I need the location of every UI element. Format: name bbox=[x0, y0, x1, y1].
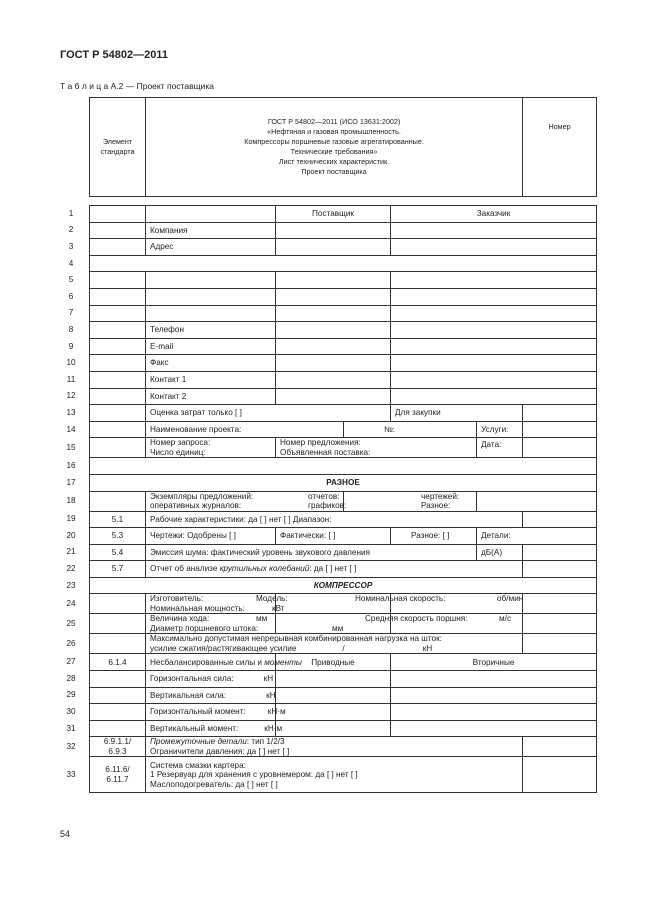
table-row: Изготовитель: Номинальная мощность: Модель: кВт Номинальная скорость: об/мин bbox=[90, 594, 597, 614]
row-number: 24 bbox=[66, 598, 76, 608]
row-number: 27 bbox=[66, 657, 76, 667]
table-row: Телефон bbox=[90, 322, 597, 339]
form-title-block: ГОСТ Р 54802—2011 (ИСО 13631:2002) «Нефтяная и газовая промышленность. Компрессоры поршневые газовые агрегатированные. Технические требования» Лист технических характеристик. Проект поставщика bbox=[146, 98, 523, 197]
row-number: 8 bbox=[68, 324, 74, 334]
table-row: E-mail bbox=[90, 338, 597, 355]
table-row: РАЗНОЕ bbox=[90, 474, 597, 491]
table-row bbox=[90, 272, 597, 289]
table-row: Факс bbox=[90, 355, 597, 372]
table-row: Компания bbox=[90, 222, 597, 239]
row-number: 18 bbox=[66, 496, 76, 505]
row-number: 19 bbox=[66, 514, 76, 524]
table-row: Горизонтальная сила: кН bbox=[90, 671, 597, 688]
table-row: КОМПРЕССОР bbox=[90, 577, 597, 594]
table-row: Оценка затрат только [ ] Для закупки bbox=[90, 405, 597, 422]
page-number: 54 bbox=[60, 829, 71, 839]
table-row: 5.4 Эмиссия шума: фактический уровень звукового давления дБ(А) bbox=[90, 544, 597, 561]
table-row: Горизонтальный момент: кН·м bbox=[90, 704, 597, 721]
row-number: 10 bbox=[66, 358, 76, 368]
row-number: 20 bbox=[66, 530, 76, 540]
element-header: Элемент стандарта bbox=[90, 98, 146, 197]
table-caption: Т а б л и ц а А.2 — Проект поставщика bbox=[60, 81, 214, 91]
table-row: Вертикальный момент: кН·м bbox=[90, 720, 597, 737]
row-number: 30 bbox=[66, 707, 76, 717]
row-number: 32 bbox=[66, 741, 76, 751]
row-number: 12 bbox=[66, 391, 76, 401]
table-row: Контакт 1 bbox=[90, 371, 597, 388]
row-number: 4 bbox=[68, 258, 74, 268]
table-row bbox=[90, 255, 597, 272]
table-row: Величина хода: Диаметр поршневого штока: мм мм Средняя скорость поршня: м/с bbox=[90, 614, 597, 634]
table-row: 6.11.6/ 6.11.7 Система смазки картера: 1 Резервуар для хранения с уровнемером: да [ ] нет [ ] Маслоподогреватель: да [ ] нет [ ] bbox=[90, 757, 597, 793]
table-row: 6.1.4 Несбалансированные силы и моменты Приводные Вторичные bbox=[90, 654, 597, 671]
row-number: 15 bbox=[66, 442, 76, 452]
table-row: 6.9.1.1/ 6.9.3 Промежуточные детали: тип 1/2/3 Ограничители давления: да [ ] нет [ ] bbox=[90, 737, 597, 757]
table-row: Наименование проекта: №: Услуги: bbox=[90, 421, 597, 438]
table-row bbox=[90, 458, 597, 475]
row-number: 23 bbox=[66, 580, 76, 590]
row-number: 13 bbox=[66, 407, 76, 417]
row-number: 14 bbox=[66, 424, 76, 434]
row-number: 25 bbox=[66, 618, 76, 628]
table-row: Контакт 2 bbox=[90, 388, 597, 405]
row-number: 21 bbox=[66, 547, 76, 557]
row-number: 33 bbox=[66, 769, 76, 779]
row-number: 1 bbox=[68, 208, 74, 218]
row-number: 11 bbox=[66, 374, 76, 384]
table-row: Вертикальная сила: кН bbox=[90, 687, 597, 704]
row-number: 28 bbox=[66, 673, 76, 683]
table-row: Экземпляры предложений: оперативных журналов: отчетов: графиков: чертежей: Разное: bbox=[90, 491, 597, 511]
table-row: 5.3 Чертежи: Одобрены [ ] Фактически: [ ] Разное: [ ] Детали: bbox=[90, 528, 597, 545]
row-number: 5 bbox=[68, 275, 74, 285]
table-row: Поставщик Заказчик bbox=[90, 206, 597, 223]
table-header bbox=[90, 98, 597, 197]
row-number: 17 bbox=[66, 477, 76, 487]
table-row: 5.1 Рабочие характеристики: да [ ] нет [ ] Диапазон: bbox=[90, 511, 597, 528]
row-number: 31 bbox=[66, 723, 76, 733]
number-header: Номер bbox=[523, 98, 597, 197]
row-number: 9 bbox=[68, 341, 74, 351]
row-number: 22 bbox=[66, 564, 76, 574]
row-number: 7 bbox=[68, 308, 74, 318]
table-row: 5.7 Отчет об анализе крутильных колебаний: да [ ] нет [ ] bbox=[90, 561, 597, 578]
table-row: Адрес bbox=[90, 239, 597, 256]
table-row: Номер запроса: Число единиц: Номер предложения: Объявленная поставка: Дата: bbox=[90, 438, 597, 458]
table-row bbox=[90, 305, 597, 322]
table-row bbox=[90, 288, 597, 305]
row-number: 29 bbox=[66, 690, 76, 700]
table-row: Максимально допустимая непрерывная комбинированная нагрузка на шток: усилие сжатия/растягивающее усилие / кН bbox=[90, 634, 597, 654]
row-number: 16 bbox=[66, 461, 76, 471]
row-number: 3 bbox=[68, 241, 74, 251]
row-number: 26 bbox=[66, 638, 76, 648]
row-number: 2 bbox=[68, 225, 74, 235]
supplier-form-table bbox=[89, 97, 597, 793]
document-code: ГОСТ Р 54802—2011 bbox=[60, 49, 168, 61]
row-number: 6 bbox=[68, 291, 74, 301]
